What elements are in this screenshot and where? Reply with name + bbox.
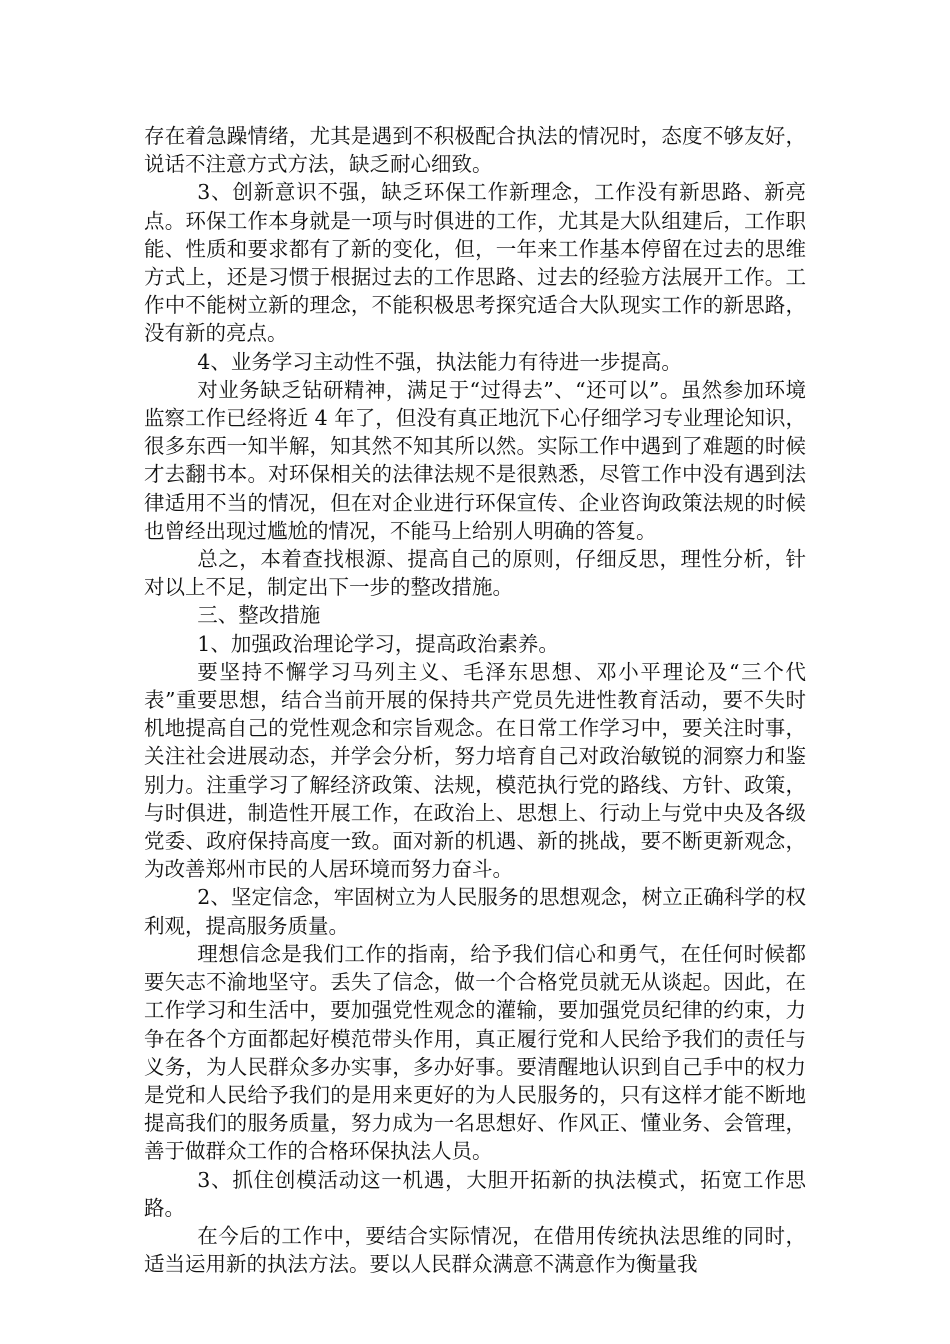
- paragraph-5: 总之，本着查找根源、提高自己的原则，仔细反思，理性分析，针对以上不足，制定出下一步的整改措施。: [144, 547, 806, 600]
- paragraph-7: 1、加强政治理论学习，提高政治素养。: [197, 631, 559, 656]
- paragraph-12: 在今后的工作中，要结合实际情况，在借用传统执法思维的同时，适当运用新的执法方法。要以人民群众满意不满意作为衡量我: [144, 1223, 806, 1277]
- paragraph-3: 4、业务学习主动性不强，执法能力有待进一步提高。: [197, 349, 682, 374]
- paragraph-2: 3、创新意识不强，缺乏环保工作新理念，工作没有新思路、新亮点。环保工作本身就是一项与时俱进的工作，尤其是大队组建后，工作职能、性质和要求都有了新的变化，但，一年来工作基本停留在过去的思维方式上，还是习惯于根据过去的工作思路、过去的经验方法展开工作。工作中不能树立新的理念，不能积极思考探究适合大队现实工作的新思路，没有新的亮点。: [144, 180, 806, 346]
- section-heading: 三、整改措施: [197, 603, 321, 628]
- document-body: [144, 122, 806, 1278]
- paragraph-4: 对业务缺乏钻研精神，满足于“过得去”、“还可以”。虽然参加环境监察工作已经将近 4 年了，但没有真正地沉下心仔细学习专业理论知识，很多东西一知半解，知其然不知其所以然。实际工作中遇到了难题的时候才去翻书本。对环保相关的法律法规不是很熟悉，尽管工作中没有遇到法律适用不当的情况，但在对企业进行环保宣传、企业咨询政策法规的时候也曾经出现过尴尬的情况，不能马上给别人明确的答复。: [144, 377, 806, 543]
- paragraph-11: 3、抓住创模活动这一机遇，大胆开拓新的执法模式，拓宽工作思路。: [144, 1167, 806, 1220]
- paragraph-8: 要坚持不懈学习马列主义、毛泽东思想、邓小平理论及“三个代表”重要思想，结合当前开展的保持共产党员先进性教育活动，要不失时机地提高自己的党性观念和宗旨观念。在日常工作学习中，要关注时事，关注社会进展动态，并学会分析，努力培育自己对政治敏锐的洞察力和鉴别力。注重学习了解经济政策、法规，模范执行党的路线、方针、政策，与时俱进，制造性开展工作，在政治上、思想上、行动上与党中央及各级党委、政府保持高度一致。面对新的机遇、新的挑战，要不断更新观念，为改善郑州市民的人居环境而努力奋斗。: [144, 659, 806, 882]
- paragraph-10: 理想信念是我们工作的指南，给予我们信心和勇气，在任何时候都要矢志不渝地坚守。丢失了信念，做一个合格党员就无从谈起。因此，在工作学习和生活中，要加强党性观念的灌输，要加强党员纪律的约束，力争在各个方面都起好模范带头作用，真正履行党和人民给予我们的责任与义务，为人民群众多办实事，多办好事。要清醒地认识到自己手中的权力是党和人民给予我们的是用来更好的为人民服务的，只有这样才能不断地提高我们的服务质量，努力成为一名思想好、作风正、懂业务、会管理，善于做群众工作的合格环保执法人员。: [144, 941, 806, 1164]
- paragraph-1: 存在着急躁情绪，尤其是遇到不积极配合执法的情况时，态度不够友好，说话不注意方式方法，缺乏耐心细致。: [144, 124, 806, 177]
- paragraph-9: 2、坚定信念，牢固树立为人民服务的思想观念，树立正确科学的权利观，提高服务质量。: [144, 885, 806, 938]
